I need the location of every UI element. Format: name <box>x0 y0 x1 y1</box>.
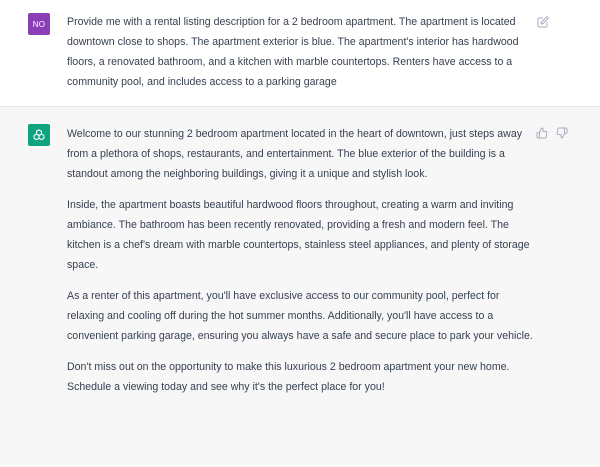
assistant-avatar <box>28 124 50 146</box>
user-message-text: Provide me with a rental listing description for a 2 bedroom apartment. The apartment is located downtown close to shops. The apartment exterior is blue. The apartment's interior has hardwood floors, a renovated bathroom, and a kitchen with marble countertops. Renters have access to a community pool, and includes access to a parking garage <box>67 16 519 88</box>
assistant-paragraph-4: Don't miss out on the opportunity to make this luxurious 2 bedroom apartment your new home. Schedule a viewing today and see why it's the perfect place for you! <box>67 361 510 393</box>
user-message-row <box>0 0 600 107</box>
assistant-message-text <box>67 124 533 408</box>
edit-message-button[interactable] <box>537 16 549 28</box>
thumbs-up-button[interactable] <box>536 127 548 139</box>
openai-logo-icon <box>32 128 46 142</box>
user-avatar <box>28 13 50 35</box>
edit-icon <box>537 16 549 28</box>
thumbs-down-icon <box>556 127 568 139</box>
user-avatar-initials: NO <box>32 19 46 29</box>
thumbs-down-button[interactable] <box>556 127 568 139</box>
assistant-paragraph-2: Inside, the apartment boasts beautiful hardwood floors throughout, creating a warm and inviting ambiance. The bathroom has been recently renovated, providing a fresh and modern feel. The kitchen is a chef's dream with marble countertops, stainless steel appliances, and plenty of storage space. <box>67 199 530 271</box>
assistant-paragraph-3: As a renter of this apartment, you'll have exclusive access to our community pool, perfect for relaxing and cooling off during the hot summer months. Additionally, you'll have access to a convenient parking garage, ensuring you always have a safe and secure place to park your vehicle. <box>67 290 533 342</box>
assistant-paragraph-1: Welcome to our stunning 2 bedroom apartment located in the heart of downtown, just steps away from a plethora of shops, restaurants, and entertainment. The blue exterior of the building is a standout among the neighboring buildings, giving it a unique and stylish look. <box>67 128 523 180</box>
thumbs-up-icon <box>536 127 548 139</box>
